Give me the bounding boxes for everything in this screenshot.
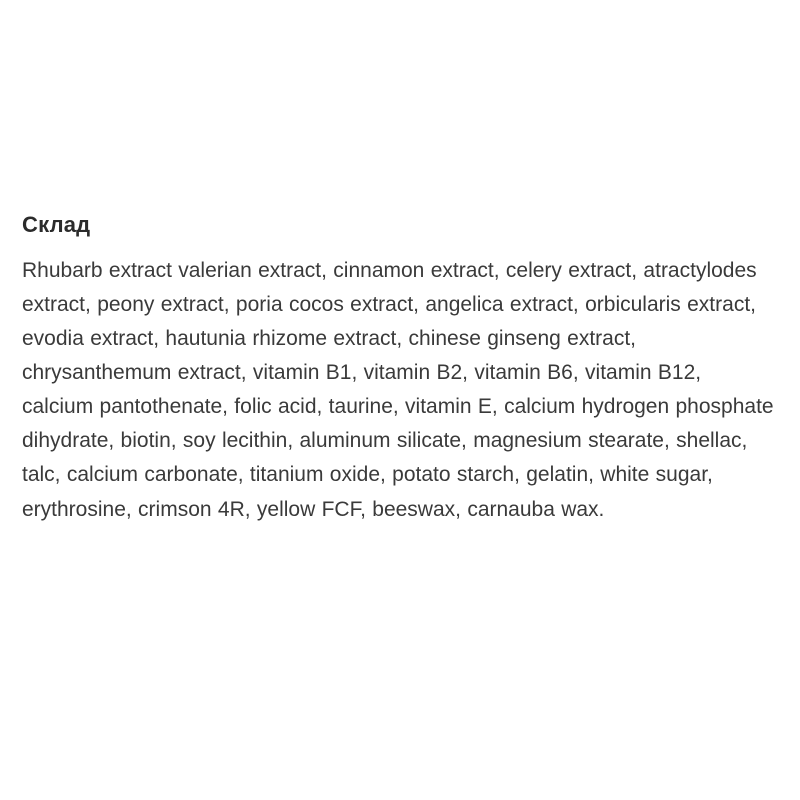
ingredients-section (22, 212, 778, 527)
ingredients-paragraph: Rhubarb extract valerian extract, cinnamon extract, celery extract, atractylodes extract, peony extract, poria cocos extract, angelica extract, orbicularis extract, evodia extract, hautunia rhizome extract, chinese ginseng extract, chrysanthemum extract, vitamin B1, vitamin B2, vitamin B6, vitamin B12, calcium pantothenate, folic acid, taurine, vitamin E, calcium hydrogen phosphate dihydrate, biotin, soy lecithin, aluminum silicate, magnesium stearate, shellac, talc, calcium carbonate, titanium oxide, potato starch, gelatin, white sugar, erythrosine, crimson 4R, yellow FCF, beeswax, carnauba wax. (22, 259, 774, 521)
section-heading: Склад (22, 212, 91, 237)
